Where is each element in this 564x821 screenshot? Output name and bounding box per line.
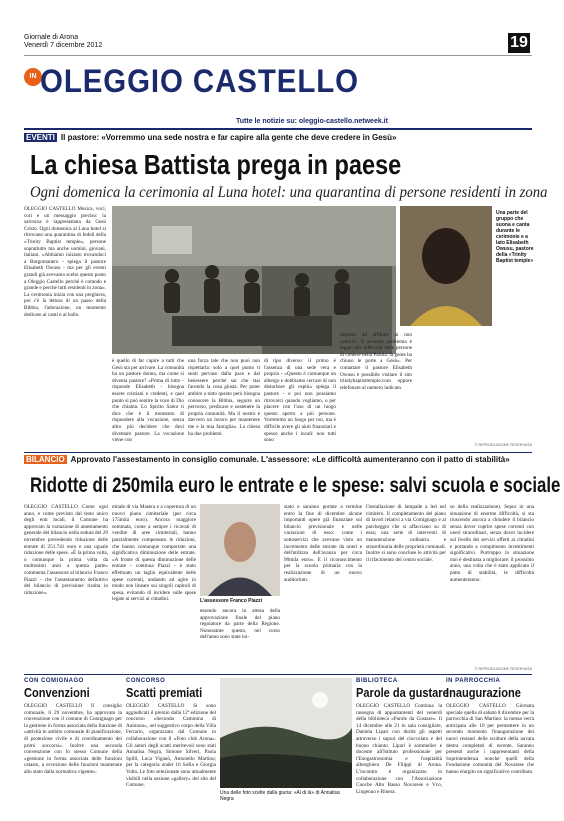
- story1-kicker-text: Il pastore: «Vorremmo una sede nostra e far capire alla gente che deve credere in Gesù»: [60, 133, 397, 142]
- brief-text: OLEGGIO CASTELLO Si sono aggiudicati il premio dalla 12ª edizione del concorso «Seconda Cammina di Autunno», nel suggestivo corpo della Villa Ferrario, organizzato dal Comune in collaborazione con il «Foto club Arona». Gli autori degli scatti meritevoli sono stati Annalisa Negra, Simone Silveri, Paola Spilli, Luca Viganò, Antonello Martino; per la categoria under 16 Sofia e Giorgia Volta. Le foto selezionate sono attualmente visibili nella sezione «gallery» del sito del Comune.: [126, 703, 216, 789]
- brief-title: Convenzioni: [24, 685, 90, 700]
- story1-copyright: © RIPRODUZIONE RISERVATA: [474, 442, 532, 447]
- story2-column-5: so della realizzazione). Sepur in una situazione di enorme difficoltà, si sta riuscendo ancora a chiudere il bilancio senza dover coprire spese correnti con oneri straordinari, senza dover incidere sul livello dei servizi offerti ai cittadini e portando a compimento investimenti significativi. Purtroppo la situazione non è destinata a migliorare: il prossimo anno, una volta che è stato applicato il patto di stabilità, le difficoltà aumenteranno.: [450, 504, 534, 583]
- story2-photo-caption: L'assessore Franco Piazzi: [200, 598, 263, 604]
- briefs-rule: [24, 674, 532, 675]
- section-rule: [24, 128, 532, 130]
- story1-subhead: Ogni domenica la cerimonia al Luna hotel: una quarantina di persone residenti in zona: [30, 184, 548, 201]
- contest-photo-caption: Una delle foto scelte dalla giuria: «Al di là» di Annalisa Negra: [220, 790, 340, 802]
- section-title: OLEGGIO CASTELLO: [40, 63, 359, 99]
- story1-column-3: una forza tale che non puoi non rispettarla: solo a quel punto ti senti pervaso dalla pace e dal benessere perché sai che stai facendo la cosa giusta. Per poter ambire a tutto questo però bisogna conoscere la Bibbia, seguire un percorso, predicare e sostenere la propria comunità. Ma il nostro è davvero un lavoro per mantenere me e la mia famiglia». La chiesa ha due problemi: [188, 358, 260, 437]
- contest-photo: [220, 678, 352, 788]
- story2-column-mid: essendo ancora in attesa della approvazione finale del piano regolatore da parte della Regione. Nonostante questo, nel corso dell'anno sono state ini-: [200, 608, 280, 641]
- story2-column-3: stato e saranno portate a termine entro la fine di dicembre alcune importanti opere già finanziate sul bilancio previsionale e nelle variazioni di esso: come i sottoservizi che avevano visto un incremento delle entrate da oneri e dell'utilizzo dell'avanzo per circa 90mila euro». E il riconoscimento per la scuola primaria con la realizzazione di un nuovo auditorium.: [284, 504, 362, 583]
- landscape-image: [220, 678, 352, 788]
- story1-column-5: disposti ad affittare ai non cattolici. Il secondo problema è legato alla difficoltà delle persone di credere nella Parola: la gente ha chiuso le porte a Gesù». Per contattare il pastore Elisabeth Owusu è possibile visitare il sito trinitybaptisttemple.com oppure telefonare al numero indicato.: [340, 332, 412, 391]
- brief-kicker: CONCORSO: [126, 678, 166, 684]
- assessore-portrait: [200, 504, 280, 596]
- story1-kicker: [24, 133, 534, 143]
- story2-copyright: © RIPRODUZIONE RISERVATA: [474, 666, 532, 671]
- story1-headline: La chiesa Battista prega in paese: [30, 149, 402, 180]
- assessore-photo: [200, 504, 280, 596]
- website-line[interactable]: Tutte le notizie su: oleggio-castello.netweek.it: [236, 118, 388, 125]
- story2-kicker-tag: BILANCIO: [26, 455, 65, 464]
- story1-column-2: è quello di far capire a tutti che Gesù sta per arrivare. La comunità ha un pastore donna, ma come si diventa pastore? «Prima di tutto - risponde Elisabeth - bisogna essere cristiani e credenti, e quel punto si può sentire la voce di Dio che chiama. Lo Spirito Santo ti dice che è il momento di rispondere alla vocazione, senza altro più decidere che devi diventare pastore. La vocazione viene con: [112, 358, 184, 444]
- story1-column-4: di tipo diverso: il primo è l'assenza di una sede vera e propria - «Questo è comunque un albergo e dobbiamo cercare di non disturbare gli ospiti» spiega il pastore - e poi non possiamo ritrovarci quando vogliamo, o per piacere con l'uso di un luogo questo aperto a più persone. Vorremmo un luogo per noi, ma è difficile avere gli aiuti finanziari e spesso anche i locali: non tutti sono: [264, 358, 336, 444]
- pastor-photo: [400, 206, 492, 326]
- story1-column-1: OLEGGIO CASTELLO Musica, voci, cori e un messaggio preciso: la salvezza è rappresentata da Gesù Cristo. Ogni domenica al Luna hotel si ritrovano una quarantina di fedeli della «Trinity Baptist temple», persone soprattutto ma anche uomini, giovani, italiani. «Abbiamo iniziato trovandoci a Borgomanero - spiega il pastore Elisabeth Owusu - ma per gli eventi grandi già avevamo scelto questo posto a Oleggio Castello perché è comodo e grande e perché tutti residenti in zona». La cerimonia inizia con una preghiera, poi c'è la lettura di un passo della Bibbia, l'adorazione, un momento dedicato ai canti e al ballo.: [24, 206, 106, 318]
- page-number: 19: [508, 33, 530, 53]
- brief-text: OLEGGIO CASTELLO Giornata speciale quella di sabato 8 dicembre per la parrocchia di San Martino: la messa verrà anticipata alle 10 per permettere in un secondo momento l'inaugurazione dei nuovi restauri delle sculture della navata destra completati di recente. Saranno presenti anche i rappresentanti della Soprintendenza nonché quelli della Fondazione comunità del Novarese che hanno elargito un significativo contributo.: [446, 703, 534, 775]
- brief-convenzioni: [24, 678, 122, 821]
- top-rule: [24, 55, 532, 56]
- issue-date: Venerdì 7 dicembre 2012: [24, 42, 103, 49]
- brief-title: Inaugurazione: [446, 685, 521, 700]
- section-badge: IN: [24, 68, 42, 86]
- brief-title: Scatti premiati: [126, 685, 203, 700]
- brief-text: OLEGGIO CASTELLO Continua la rassegna di appuntamenti del venerdì della biblioteca «Parole da Gustare». Il 14 dicembre alle 21 in sala consigliare, Daniela Lipari con durità gli aspetti attraverso i sapori del cioccolato e del buono chianto. Lipari è sommelier e docente all'Istituto professionale per l'Enogastronomia e l'ospitalità alberghiera De Filippi di Arona. L'incontro è organizzato in collaborazione con l'Associazione Cuoche Alto Basso Novarese e Vco, Lingenuo e Rinera.: [356, 703, 442, 795]
- brief-biblioteca: [356, 678, 449, 821]
- brief-title: Parole da gustare: [356, 685, 449, 700]
- paper-name: Giornale di Arona: [24, 34, 79, 41]
- brief-kicker: IN PARROCCHIA: [446, 678, 501, 684]
- brief-parrocchia: [446, 678, 534, 821]
- story1-kicker-tag: EVENTI: [26, 133, 55, 142]
- story2-kicker-text: Approvato l'assestamento in consiglio comunale. L'assessore: «Le difficoltà aumenteranno con il patto di stabilità»: [70, 455, 510, 464]
- brief-scatti: [126, 678, 216, 821]
- story1-photo-caption: Una parte del gruppo che suona e canta durante le cerimonie e a lato Elisabeth Owusu, pastore della «Trinity Baptist temple»: [496, 210, 534, 264]
- brief-kicker: CON COMIGNAGO: [24, 678, 84, 684]
- story2-column-2: mitale di via Masera e a copertura di un nuovo piano cimiteriale (per circa 175mila euro). Ancora maggiore sommata, come a sempre i ricavati di vendite di aree cimiteriali, hanno parzialmente compensato le riduzioni, che hanno comunque comportato una significativa diminuzione delle entrate. «A fronte di questa diminuzione delle entrate - continua Piazzi - è stato effettuato un taglio equivalente delle spese correnti, andando ad agire in modo non lineare sui singoli capitoli di spesa, evitando di incidere sulle spese legate ai servizi ai cittadini.: [112, 504, 196, 603]
- story2-headline: Ridotte di 250mila euro le entrate e le spese: salvi scuola e sociale: [30, 474, 561, 497]
- pastor-portrait: [400, 206, 492, 326]
- masthead: [24, 34, 102, 50]
- story2-column-1: OLEGGIO CASTELLO Come ogni anno, e come previsto dal testo unico degli enti locali, il Comune ha approvato la variazione di assestamento generale del bilancio nella seduta del 29 novembre prevedendo riduzione delle entrate di 251.741 euro e una uguale riduzione delle spese. «È la prima volta, o comunque la prima volta da moltissimi anni a questa parte» commenta l'assessore al bilancio Franco Piazzi - che l'assestamento definitivo del bilancio di previsione risulta in riduzione».: [24, 504, 108, 596]
- brief-kicker: BIBLIOTECA: [356, 678, 398, 684]
- story2-column-4: l'installazione di lampade a led nel cimitero. Il completamento del piano di lavori relativi a via Comignago e al parcheggio che si affacciano su di essa; una serie di interventi di manutenzione ordinaria e straordinaria delle proprietà comunali. Inoltre si sono concluse le attività per il rifacimento del centro sociale.: [366, 504, 446, 563]
- story2-rule: [24, 452, 532, 453]
- brief-text: OLEGGIO CASTELLO Il consiglio comunale, il 29 novembre, ha approvato la convenzione con il comune di Comignago per la gestione in forma associata della funzione di «attività in ambito comunale di pianificazione, di protezione civile e di coordinamento dei primi soccorsi». Inoltre una seconda convenzione con lo stesso Comune della «gestione in forma associata delle funzioni catasto, a eccezione delle funzioni mantenute allo stato dalla normativa vigente».: [24, 703, 122, 775]
- story2-kicker: [24, 455, 534, 465]
- story1-column-1b: [24, 390, 106, 448]
